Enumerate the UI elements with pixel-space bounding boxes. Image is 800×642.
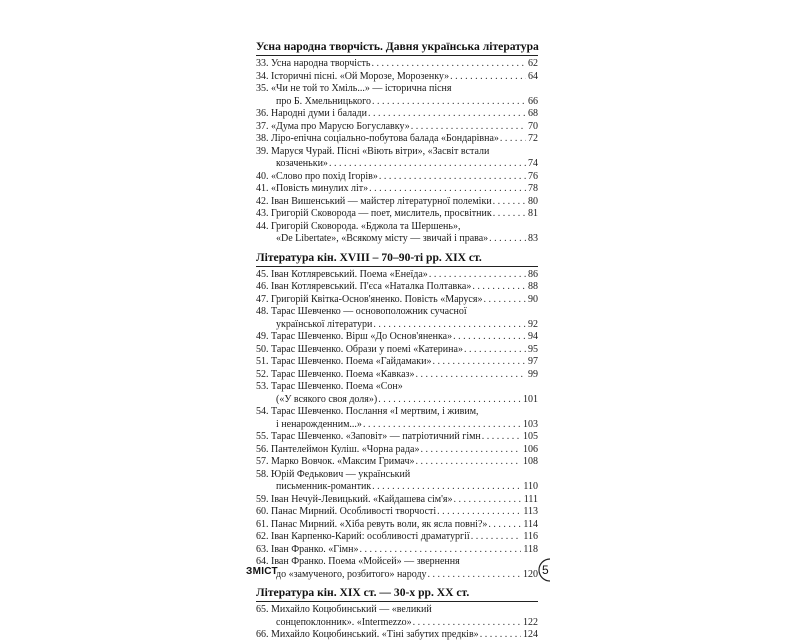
dot-leader <box>363 419 521 432</box>
dot-leader <box>372 96 526 109</box>
dot-leader <box>329 158 526 171</box>
dot-leader <box>369 183 526 196</box>
toc-entry[interactable] <box>256 269 538 282</box>
dot-leader <box>482 431 521 444</box>
dot-leader <box>493 208 526 221</box>
toc-entry-page: 106 <box>523 443 538 455</box>
toc-entry-page: 99 <box>528 368 538 380</box>
dot-leader <box>500 133 526 146</box>
toc-entry-title: 49. Тарас Шевченко. Вірш «До Основ'яненка» <box>256 331 453 342</box>
dot-leader <box>450 71 526 84</box>
toc-entry-title: 33. Усна народна творчість <box>256 58 371 69</box>
page-number-value: 5 <box>542 563 549 577</box>
toc-entry-title: 56. Пантелеймон Куліш. «Чорна рада» <box>256 443 420 455</box>
toc-entry-page: 124 <box>523 629 538 640</box>
toc-entry-page: 66 <box>528 95 538 107</box>
toc-entry-title: 53. Тарас Шевченко. Поема «Сон» <box>256 381 403 392</box>
dot-leader <box>489 233 526 246</box>
toc-entry[interactable] <box>256 556 538 581</box>
toc-entry-page: 105 <box>523 431 538 442</box>
toc-entry[interactable] <box>256 306 538 331</box>
toc-entry-page: 81 <box>528 208 538 219</box>
toc-entry[interactable] <box>256 221 538 246</box>
toc-entry-title: 41. «Повість минулих літ» <box>256 183 369 194</box>
page-number <box>530 556 554 584</box>
toc-entry-title: 61. Панас Мирний. «Хіба ревуть воли, як ясла повні?» <box>256 518 488 530</box>
toc-entry[interactable] <box>256 406 538 431</box>
toc-entry-page: 118 <box>523 543 538 555</box>
toc-entry-page: 68 <box>528 108 538 119</box>
toc-entry-title: 63. Іван Франко. «Гімн» <box>256 543 359 555</box>
toc-entry-title: 58. Юрій Федькович — український <box>256 468 411 480</box>
dot-leader <box>471 531 522 544</box>
toc-entry-page: 114 <box>523 518 538 530</box>
toc-entry-title: і ненарожденним...» <box>276 418 362 430</box>
dot-leader <box>480 629 521 642</box>
toc-entry[interactable] <box>256 133 538 146</box>
dot-leader <box>379 171 526 184</box>
toc-entry-page: 72 <box>528 133 538 144</box>
dot-leader <box>413 617 521 630</box>
toc-entry[interactable] <box>256 544 538 557</box>
dot-leader <box>437 506 521 519</box>
toc-entry-title: 46. Іван Котляревський. П'єса «Наталка Полтавка» <box>256 281 472 292</box>
toc-entry-page: 94 <box>528 331 538 342</box>
toc-entry-title: 52. Тарас Шевченко. Поема «Кавказ» <box>256 368 415 380</box>
section-title: Література кін. XVIII – 70–90-ті рр. XIX ст. <box>256 251 538 267</box>
dot-leader <box>493 196 526 209</box>
toc-entry-title: української літератури <box>276 318 373 330</box>
toc-entry[interactable] <box>256 629 538 642</box>
toc-entry-page: 111 <box>523 493 538 505</box>
toc-entry-title: 51. Тарас Шевченко. Поема «Гайдамаки» <box>256 356 432 367</box>
toc-entry[interactable] <box>256 444 538 457</box>
toc-entry-title: 57. Марко Вовчок. «Максим Гримач» <box>256 456 415 467</box>
toc-entry-title: 50. Тарас Шевченко. Образи у поемі «Катерина» <box>256 343 463 355</box>
toc-entry-title: 62. Іван Карпенко-Карий: особливості драматургії <box>256 531 470 542</box>
toc-entry-title: 43. Григорій Сковорода — поет, мислитель, просвітник <box>256 208 492 219</box>
dot-leader <box>483 294 526 307</box>
toc-entry[interactable] <box>256 83 538 108</box>
toc-entry-page: 64 <box>528 70 538 82</box>
toc-entry-title: 59. Іван Нечуй-Левицький. «Кайдашева сім'я» <box>256 493 453 505</box>
toc-entry[interactable] <box>256 506 538 519</box>
toc-entry-title: 45. Іван Котляревський. Поема «Енеїда» <box>256 268 428 280</box>
toc-entry-page: 80 <box>528 195 538 207</box>
toc-entry[interactable] <box>256 456 538 469</box>
toc-entry[interactable] <box>256 344 538 357</box>
table-of-contents <box>256 40 538 642</box>
toc-entry-page: 108 <box>523 456 538 467</box>
toc-entry-title: 60. Панас Мирний. Особливості творчості <box>256 506 437 517</box>
toc-entry[interactable] <box>256 58 538 71</box>
toc-entry-title: 66. Михайло Коцюбинський. «Тіні забутих предків» <box>256 629 479 640</box>
toc-entry-page: 83 <box>528 233 538 244</box>
toc-entry-page: 76 <box>528 170 538 182</box>
toc-entry-title: «De Libertate», «Всякому місту — звичай і права» <box>276 233 489 244</box>
toc-entry-page: 74 <box>528 158 538 169</box>
toc-entry-page: 88 <box>528 281 538 292</box>
toc-entry-page: 101 <box>523 393 538 405</box>
toc-entry-page: 92 <box>528 318 538 330</box>
toc-entry-title: до «замученого, розбитого» народу <box>276 568 427 580</box>
toc-entry-page: 103 <box>523 418 538 430</box>
toc-entry[interactable] <box>256 146 538 171</box>
toc-entry-title: 34. Історичні пісні. «Ой Морозе, Морозенку» <box>256 70 450 82</box>
toc-entry-title: 44. Григорій Сковорода. «Бджола та Шершень», <box>256 220 461 232</box>
toc-entry-title: сонцепоклонник». «Intermezzo» <box>276 616 412 628</box>
toc-entry-title: козаченьки» <box>276 158 328 169</box>
toc-entry-title: 65. Михайло Коцюбинський — «великий <box>256 604 432 615</box>
toc-entry[interactable] <box>256 121 538 134</box>
toc-entry[interactable] <box>256 469 538 494</box>
toc-entry-page: 62 <box>528 58 538 69</box>
toc-entry[interactable] <box>256 369 538 382</box>
toc-entry-page: 78 <box>528 183 538 194</box>
dot-leader <box>368 108 526 121</box>
dot-leader <box>378 394 521 407</box>
dot-leader <box>472 281 526 294</box>
toc-entry-title: 64. Іван Франко. Поема «Мойсей» — звернення <box>256 556 460 567</box>
toc-entry[interactable] <box>256 196 538 209</box>
toc-entry-title: («У всякого своя доля») <box>276 393 378 405</box>
toc-entry-title: 55. Тарас Шевченко. «Заповіт» — патріотичний гімн <box>256 431 481 442</box>
toc-entry[interactable] <box>256 604 538 629</box>
toc-entry[interactable] <box>256 531 538 544</box>
dot-leader <box>432 356 526 369</box>
toc-entry[interactable] <box>256 171 538 184</box>
toc-entry[interactable] <box>256 381 538 406</box>
toc-entry[interactable] <box>256 208 538 221</box>
toc-entry[interactable] <box>256 494 538 507</box>
dot-leader <box>373 319 526 332</box>
dot-leader <box>429 269 526 282</box>
toc-entry[interactable] <box>256 71 538 84</box>
dot-leader <box>416 369 527 382</box>
dot-leader <box>360 544 522 557</box>
dot-leader <box>488 519 521 532</box>
toc-entry[interactable] <box>256 331 538 344</box>
toc-entry-page: 120 <box>523 568 538 580</box>
toc-entry-page: 116 <box>523 531 538 542</box>
toc-entry[interactable] <box>256 183 538 196</box>
toc-entry-title: 54. Тарас Шевченко. Послання «І мертвим, і живим, <box>256 406 479 417</box>
toc-entry-page: 90 <box>528 293 538 305</box>
section-title: Література кін. XIX ст. — 30-х рр. XX ст. <box>256 586 538 602</box>
toc-entry-page: 97 <box>528 356 538 367</box>
toc-entry-page: 110 <box>523 481 538 492</box>
toc-entry-title: 37. «Дума про Марусю Богуславку» <box>256 120 410 132</box>
dot-leader <box>372 481 521 494</box>
toc-entry-page: 86 <box>528 268 538 280</box>
toc-entry-page: 122 <box>523 616 538 628</box>
dot-leader <box>464 344 526 357</box>
toc-entry-title: 36. Народні думи і балади <box>256 108 367 119</box>
toc-entry-title: письменник-романтик <box>276 481 372 492</box>
dot-leader <box>415 456 521 469</box>
dot-leader <box>453 331 526 344</box>
toc-entry-page: 113 <box>523 506 538 517</box>
toc-entry-title: 48. Тарас Шевченко — основоположник сучасної <box>256 306 467 317</box>
section-title: Усна народна творчість. Давня українська література <box>256 40 538 56</box>
toc-entry[interactable] <box>256 281 538 294</box>
toc-entry-title: 35. «Чи не той то Хміль...» — історична пісня <box>256 83 452 94</box>
toc-entry-page: 95 <box>528 343 538 355</box>
toc-entry[interactable] <box>256 431 538 444</box>
toc-entry-title: 40. «Слово про похід Ігорів» <box>256 170 378 182</box>
dot-leader <box>371 58 526 71</box>
toc-entry-title: 39. Маруся Чурай. Пісні «Віють вітри», «Засвіт встали <box>256 145 490 157</box>
dot-leader <box>454 494 522 507</box>
toc-entry[interactable] <box>256 294 538 307</box>
dot-leader <box>428 569 521 582</box>
toc-entry[interactable] <box>256 519 538 532</box>
toc-entry-title: 47. Григорій Квітка-Основ'яненко. Повість «Маруся» <box>256 293 483 305</box>
toc-entry[interactable] <box>256 356 538 369</box>
toc-entry-page: 70 <box>528 120 538 132</box>
toc-entry-title: 38. Ліро-епічна соціально-побутова балада «Бондарівна» <box>256 133 499 144</box>
footer-label: ЗМІСТ <box>246 566 278 577</box>
toc-entry-title: про Б. Хмельницького <box>276 95 371 107</box>
toc-entry[interactable] <box>256 108 538 121</box>
toc-entry-title: 42. Іван Вишенський — майстер літературної полеміки <box>256 195 492 207</box>
dot-leader <box>420 444 521 457</box>
dot-leader <box>411 121 526 134</box>
